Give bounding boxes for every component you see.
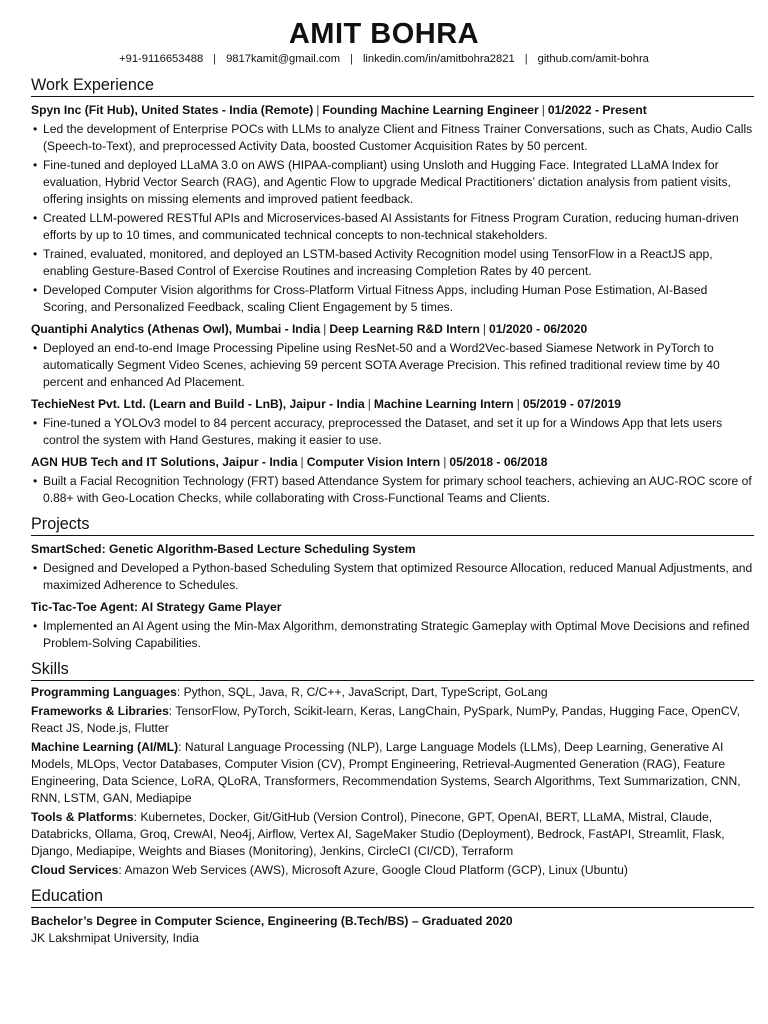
job-dates: 05/2018 - 06/2018	[449, 455, 548, 469]
skill-row: Cloud Services: Amazon Web Services (AWS), Microsoft Azure, Google Cloud Platform (GCP), Linux (Ubuntu)	[31, 863, 628, 877]
education-school: JK Lakshmipat University, India	[31, 931, 199, 945]
job-entry	[31, 396, 754, 449]
skills-section	[31, 659, 754, 879]
skill-value: TensorFlow, PyTorch, Scikit-learn, Keras, LangChain, PySpark, NumPy, Pandas, Hugging Face, OpenCV, React JS, Node.js, Flutter	[31, 704, 740, 735]
candidate-name: AMIT BOHRA	[288, 18, 480, 50]
job-role: Founding Machine Learning Engineer	[322, 103, 539, 117]
project-bullets	[31, 560, 754, 594]
job-company: AGN HUB Tech and IT Solutions	[31, 455, 216, 469]
resume-body	[31, 75, 754, 947]
skill-row: Programming Languages: Python, SQL, Java, R, C/C++, JavaScript, Dart, TypeScript, GoLang	[31, 685, 548, 699]
skill-value: Natural Language Processing (NLP), Large Language Models (LLMs), Deep Learning, Generative AI Models, MLOps, Vector Databases, Computer Vision (CV), Prompt Engineering, Retrieval-Augmented Generation (RAG), Feature Engineering, Data Science, LoRA, QLoRA, Transformers, Recommendation Systems, Search Algorithms, Text Summarization, CNN, RNN, LSTM, GAN, Mediapipe	[31, 740, 741, 805]
job-role: Machine Learning Intern	[373, 397, 514, 411]
project-entry	[31, 599, 754, 652]
github-link[interactable]: github.com/amit-bohra	[537, 53, 649, 65]
job-bullets	[31, 415, 754, 449]
bullet-item: • Designed and Developed a Python-based Scheduling System that optimized Resource Allocation, reduced Manual Adjustments, and maximized Adherence to Schedules.	[31, 560, 754, 594]
job-bullets	[31, 340, 754, 391]
job-entry	[31, 102, 754, 316]
job-location: United States - India (Remote)	[141, 103, 314, 117]
skill-row: Tools & Platforms: Kubernetes, Docker, Git/GitHub (Version Control), Pinecone, GPT, OpenAI, BERT, LLaMA, Mistral, Claude, Databricks, Ollama, Groq, CrewAI, Neo4j, Airflow, Vertex AI, SageMaker Studio (Deployment), Bedrock, FastAPI, Streamlit, Flask, Django, Mediapipe, Weights and Biases (Monitoring), Jenkins, CircleCI (CI/CD), Terraform	[31, 810, 725, 858]
job-header: Quantiphi Analytics (Athenas Owl), Mumbai - India | Deep Learning R&D Intern | 01/2020 - 06/2020	[31, 322, 588, 336]
job-role: Computer Vision Intern	[306, 455, 441, 469]
header-separator: |	[541, 103, 545, 117]
job-dates: 01/2020 - 06/2020	[489, 322, 588, 336]
job-bullets	[31, 473, 754, 507]
section-title-skills: Skills	[31, 659, 754, 681]
skill-value: Python, SQL, Java, R, C/C++, JavaScript, Dart, TypeScript, GoLang	[183, 685, 548, 699]
phone-number: +91-9116653488	[119, 53, 204, 65]
email-link[interactable]: 9817kamit@gmail.com	[226, 53, 341, 65]
projects-section	[31, 514, 754, 652]
header-separator: |	[516, 397, 520, 411]
job-company: TechieNest Pvt. Ltd. (Learn and Build - LnB)	[31, 397, 283, 411]
job-entry	[31, 321, 754, 391]
bullet-item: • Fine-tuned and deployed LLaMA 3.0 on AWS (HIPAA-compliant) using Unsloth and Hugging Face. Integrated LLaMA Index for evaluation, Hybrid Vector Search (RAG), and Agentic Flow to upgrade Medical Practitioners’ dictation analysis from patient visits, offering insights on missing elements and improved patient feedback.	[31, 157, 754, 208]
bullet-item: • Led the development of Enterprise POCs with LLMs to analyze Client and Fitness Trainer Conversations, such as Chats, Audio Calls (Speech-to-Text), and preprocessed Activity Data, boosted Customer Acquisition Rates by 50 percent.	[31, 121, 754, 155]
job-entry	[31, 454, 754, 507]
job-header: AGN HUB Tech and IT Solutions, Jaipur - India | Computer Vision Intern | 05/2018 - 06/2018	[31, 455, 548, 469]
skill-label: Tools & Platforms	[31, 810, 134, 824]
bullet-item: • Developed Computer Vision algorithms for Cross-Platform Virtual Fitness Apps, including Human Pose Estimation, AI-Based Scoring, and Personalized Feedback, scaling Client Engagement by 5 times.	[31, 282, 754, 316]
job-role: Deep Learning R&D Intern	[329, 322, 480, 336]
skill-label: Machine Learning (AI/ML)	[31, 740, 179, 754]
section-title-work: Work Experience	[31, 75, 754, 97]
job-company: Quantiphi Analytics (Athenas Owl)	[31, 322, 229, 336]
skill-label: Frameworks & Libraries	[31, 704, 169, 718]
linkedin-link[interactable]: linkedin.com/in/amitbohra2821	[362, 53, 515, 65]
contact-separator: |	[213, 53, 217, 65]
job-location: Jaipur - India	[222, 455, 298, 469]
education-degree: Bachelor’s Degree in Computer Science, Engineering (B.Tech/BS) – Graduated 2020	[31, 914, 513, 928]
skill-value: Amazon Web Services (AWS), Microsoft Azure, Google Cloud Platform (GCP), Linux (Ubuntu)	[124, 863, 628, 877]
education-section	[31, 886, 754, 947]
header-separator: |	[316, 103, 320, 117]
skill-row: Machine Learning (AI/ML): Natural Language Processing (NLP), Large Language Models (LLMs), Deep Learning, Generative AI Models, MLOps, Vector Databases, Computer Vision (CV), Prompt Engineering, Retrieval-Augmented Generation (RAG), Feature Engineering, Data Science, LoRA, QLoRA, Transformers, Recommendation Systems, Search Algorithms, Text Summarization, CNN, RNN, LSTM, GAN, Mediapipe	[31, 740, 741, 805]
section-title-education: Education	[31, 886, 754, 908]
bullet-item: • Implemented an AI Agent using the Min-Max Algorithm, demonstrating Strategic Gameplay with Optimal Move Decisions and refined Problem-Solving Capabilities.	[31, 618, 754, 652]
job-location: Mumbai - India	[235, 322, 321, 336]
skill-label: Programming Languages	[31, 685, 177, 699]
skill-label: Cloud Services	[31, 863, 119, 877]
skill-value: Kubernetes, Docker, Git/GitHub (Version Control), Pinecone, GPT, OpenAI, BERT, LLaMA, Mistral, Claude, Databricks, Ollama, Groq, CrewAI, Neo4j, Airflow, Vertex AI, SageMaker Studio (Deployment), Bedrock, FastAPI, Streamlit, Flask, Django, Mediapipe, Weights and Biases (Monitoring), Jenkins, CircleCI (CI/CD), Terraform	[31, 810, 725, 858]
job-header: Spyn Inc (Fit Hub), United States - India (Remote) | Founding Machine Learning Engineer | 01/2022 - Present	[31, 103, 647, 117]
bullet-item: • Built a Facial Recognition Technology (FRT) based Attendance System for primary school teachers, achieving an AUC-ROC score of 0.88+ with Geo-Location Checks, while collaborating with Cross-Functional Teams and Clients.	[31, 473, 754, 507]
job-location: Jaipur - India	[289, 397, 365, 411]
project-name: Tic-Tac-Toe Agent: AI Strategy Game Player	[31, 600, 282, 614]
bullet-item: • Trained, evaluated, monitored, and deployed an LSTM-based Activity Recognition model using TensorFlow in a ReactJS app, enabling Gesture-Based Control of Exercise Routines and increasing Completion Rates by 40 percent.	[31, 246, 754, 280]
skill-row: Frameworks & Libraries: TensorFlow, PyTorch, Scikit-learn, Keras, LangChain, PySpark, NumPy, Pandas, Hugging Face, OpenCV, React JS, Node.js, Flutter	[31, 704, 740, 735]
project-name: SmartSched: Genetic Algorithm-Based Lecture Scheduling System	[31, 542, 416, 556]
contact-separator: |	[350, 53, 353, 65]
job-header: TechieNest Pvt. Ltd. (Learn and Build - LnB), Jaipur - India | Machine Learning Intern | 05/2019 - 07/2019	[31, 397, 622, 411]
bullet-item: • Created LLM-powered RESTful APIs and Microservices-based AI Assistants for Fitness Program Curation, reducing human-driven efforts by up to 10 times, and communicated technical concepts to non-technical stakeholders.	[31, 210, 754, 244]
section-title-projects: Projects	[31, 514, 754, 536]
bullet-item: • Fine-tuned a YOLOv3 model to 84 percent accuracy, preprocessed the Dataset, and set it up for a Windows App that lets users control the system with Hand Gestures, making it easier to use.	[31, 415, 754, 449]
contact-separator: |	[524, 53, 528, 65]
header-separator: |	[323, 322, 327, 336]
job-dates: 01/2022 - Present	[547, 103, 647, 117]
bullet-item: • Deployed an end-to-end Image Processing Pipeline using ResNet-50 and a Word2Vec-based Siamese Network in PyTorch to automatically Segment Video Scenes, achieving 59 percent SOTA Average Precision. This refined traditional review time by 40 percent and enhanced Ad Placement.	[31, 340, 754, 391]
project-bullets	[31, 618, 754, 652]
header-separator: |	[300, 455, 304, 469]
job-company: Spyn Inc (Fit Hub)	[31, 103, 135, 117]
contact-line	[0, 51, 768, 67]
project-entry	[31, 541, 754, 594]
header-separator: |	[482, 322, 487, 336]
job-bullets	[31, 121, 754, 316]
work-experience-section	[31, 75, 754, 507]
job-dates: 05/2019 - 07/2019	[522, 397, 622, 411]
header-separator: |	[367, 397, 371, 411]
header-separator: |	[443, 455, 447, 469]
